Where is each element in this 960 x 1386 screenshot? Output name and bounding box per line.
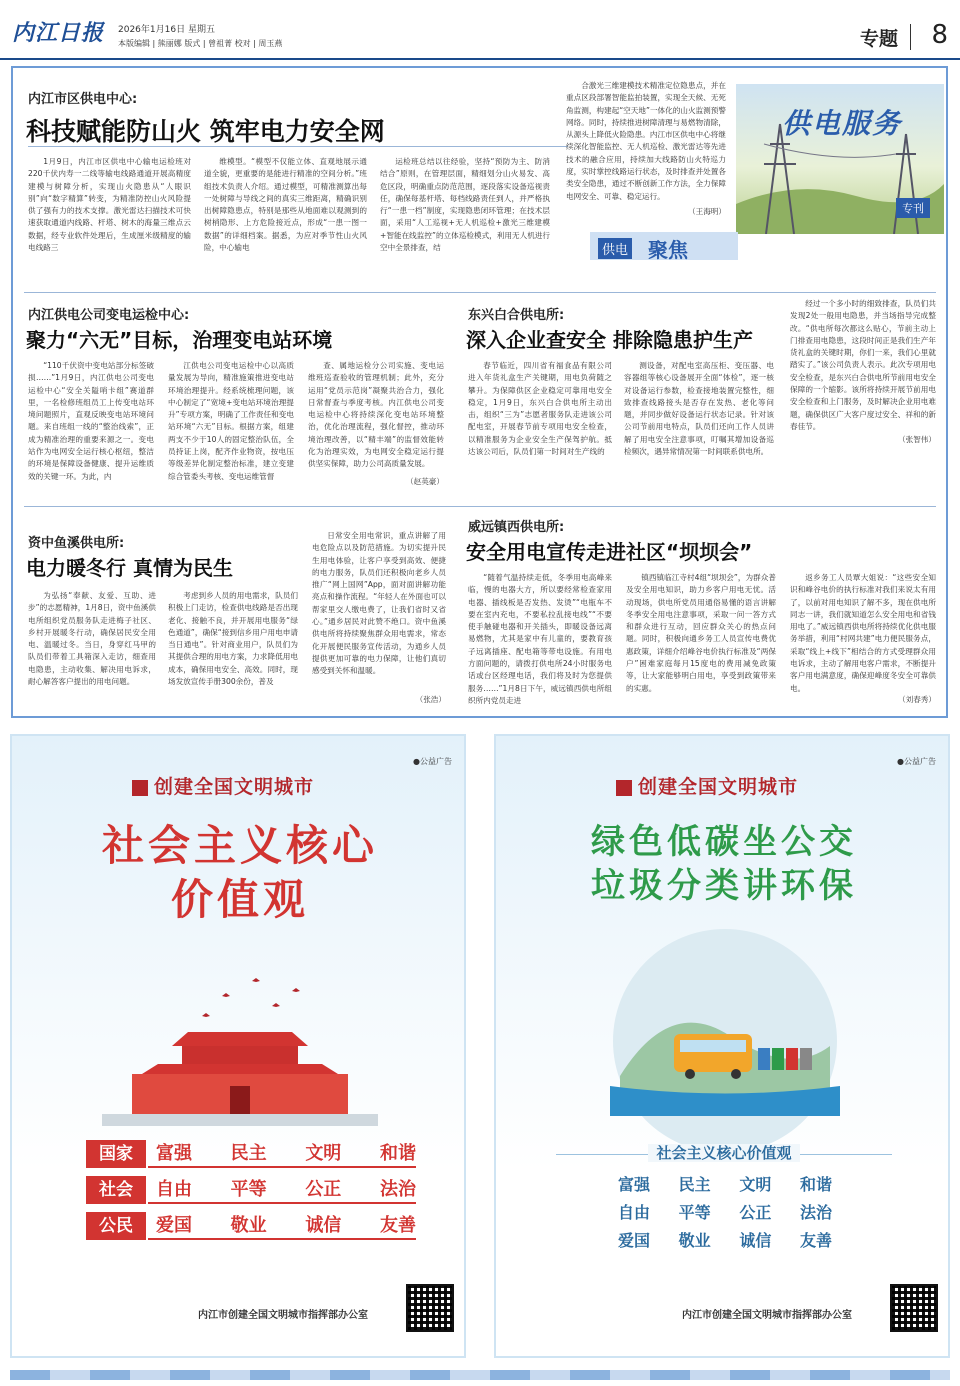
public-ad-core-values	[10, 734, 466, 1358]
focus-label	[590, 232, 738, 260]
article4-byline: （张浩）	[415, 695, 446, 704]
value-word: 和谐	[379, 1143, 416, 1164]
value-word: 诚信	[305, 1215, 342, 1236]
article1-headline: 科技赋能防山火 筑牢电力安全网	[26, 117, 385, 146]
value-word: 平等	[230, 1179, 267, 1200]
article5-kicker: 威远镇西供电所:	[468, 520, 565, 535]
column-badge	[736, 84, 944, 234]
ad-headline-line1: 绿色低碳坐公交	[591, 822, 857, 862]
article3-kicker: 东兴白合供电所:	[468, 308, 565, 323]
tiananmen-illustration-icon	[102, 966, 378, 1126]
value-word: 法治	[799, 1203, 832, 1222]
article2-kicker: 内江供电公司变电运检中心:	[28, 308, 190, 323]
divider	[28, 146, 568, 147]
value-word: 法治	[379, 1179, 416, 1200]
civic-logo-icon	[616, 780, 632, 796]
article1-col4: 合激光三维建模技术精准定位隐患点，并在重点区段部署智能监拍装置，实现全天候、无死角监测，构建起“空天地”一体化的山火监测预警网络。同时，持续推进树障清理与易燃物清除，从源头上降低火险隐患。内江市区供电中心将继续深化智能监控、无人机巡检、激光雷达等先进技术的融合应用，持续加大线路防山火特巡力度，实时掌控线路运行状态，及时排查并处置各类安全隐患，通过不断创新工作方法，全力保障电网安全、可靠、稳定运行。	[566, 81, 726, 201]
value-word: 敬业	[230, 1215, 267, 1236]
article4-headline: 电力暖冬行 真情为民生	[26, 556, 233, 580]
article3-col2: 测设备，对配电室高压柜、变压器、电容器组等核心设备展开全面“体检”，逐一核对设备运行参数，检查接地装置完整性，细致排查线路接头是否存在发热、老化等问题，并同步做好设备运行状态记录。针对该公司节前用电特点，队员们还向工作人员讲解了用电安全注意事项，叮嘱其增加设备巡检频次，遇异常情况第一时间联系供电所。	[624, 361, 774, 457]
ad-footer: 内江市创建全国文明城市指挥部办公室	[198, 1310, 368, 1321]
values-tag: 社会	[86, 1176, 146, 1204]
divider	[24, 292, 936, 293]
masthead	[0, 0, 960, 60]
focus-label-a: 供电	[598, 238, 632, 259]
article5-col2: 镇西镇临江寺村4组“坝坝会”，为群众普及安全用电知识，助力乡客户用电无忧。活动现场，供电所党员用通俗易懂的语言讲解冬季安全用电注意事项，采取一问一答方式和群众进行互动，回应群众关心的热点问题。同时，积极向通乡务工人员宣传电费优惠政策，详细介绍峰谷电价执行标准及“两保户”困难家庭每月15度电的费用减免政策等，让大家能够明白用电，享受到政策带来的实惠。	[626, 573, 776, 693]
ad-headline-line2: 垃圾分类讲环保	[591, 866, 857, 906]
values-title: 社会主义核心价值观	[496, 1142, 952, 1163]
civic-logo-icon	[132, 780, 148, 796]
values-tag: 国家	[86, 1140, 146, 1168]
value-word: 富强	[156, 1143, 192, 1164]
value-word: 民主	[230, 1143, 267, 1164]
value-word: 公正	[739, 1203, 772, 1222]
values-row-society	[86, 1176, 416, 1204]
article2-col1: “110千伏资中变电站部分标签破损……”1月9日，内江供电公司变电运检中心“安全关隘哨卡组”赛道群里，一名检修班组员工上传变电站环境问题照片，直观反映变电站环境问题。来自班组一线的“整治线索”，正成为精准治理的重要来源之一。变电站作为电网安全运行核心枢纽，整洁的环境是保障设备健康、提升运维质效的关键一环。为此，内	[28, 361, 154, 481]
divider	[148, 1202, 416, 1204]
article1-col1: 1月9日，内江市区供电中心输电运检班对220千伏内寿一二线等输电线路通道开展高精度建模与树障分析，实现山火隐患从“人眼识别”向“数字精算”转变，为精准防控山火风险提供了强有力的技术支撑。激光雷达扫描技术可快速获取通道内线路、杆塔、树木的海量三维点云数据，经专业软件处理后，生成厘米级精度的输电线路三	[28, 157, 191, 253]
dateline: 2026年1月16日 星期五	[118, 25, 215, 35]
value-word: 敬业	[678, 1231, 711, 1250]
article3-col3: 经过一个多小时的细致排查，队员们共发现2处一般用电隐患，并当场指导完成整改。“供电所每次都这么贴心，节前主动上门排查用电隐患，这段时间正是我们生产年货礼盒的关键时期，你们一来，我们心里就踏实了。”该公司负责人表示。此次专项用电安全检查，是东兴白合供电所节前用电安全保障的一个缩影。该所将持续开展节前用电安全检查和上门服务，及时解决企业用电难题，确保供区广大客户度过安全、祥和的新春佳节。	[790, 299, 936, 431]
values-row-citizen	[86, 1212, 416, 1240]
bus-and-bins-illustration-icon	[610, 926, 840, 1156]
page-number: 8	[931, 20, 948, 50]
article2-byline: （赵英豪）	[406, 477, 444, 486]
article2-headline: 聚力“六无”目标，治理变电站环境	[26, 328, 333, 352]
public-ad-green-travel	[494, 734, 950, 1358]
badge-title: 供电服务	[782, 107, 903, 140]
divider	[148, 1238, 416, 1240]
article5-col1: “随着气温持续走低，冬季用电高峰来临，慢的电器大方，所以要经常检查家用电器、插线板是否发热、发烫”“电瓶车不要在室内充电，不要私拉乱接电线”“不要使手触碰电器和开关插头，即暖设备远离易燃物，尤其是家中有儿童的，要教育孩子远离插座、配电箱等带电设施。有用电方面问题的，请拨打供电所24小时服务电话或台区经理电话，我们将及时为您提供服务……”1月8日下午，威远镇西供电所组织所内党员走进	[468, 573, 612, 705]
ad-headline-line1: 社会主义核心	[101, 821, 378, 870]
values-tag: 公民	[86, 1212, 146, 1240]
value-word: 友善	[379, 1215, 416, 1236]
ad-footer: 内江市创建全国文明城市指挥部办公室	[682, 1310, 852, 1321]
value-word: 富强	[618, 1175, 651, 1194]
article3-col1: 春节临近，四川省有福食品有限公司进入年货礼盒生产关键期，用电负荷随之攀升。为保障供区企业稳定可靠用电安全稳定，1月9日，东兴白合供电所主动出击，组织“三为”志愿者服务队走进该公司配电室，开展春节前专项用电安全检查，以精准服务为企业安全生产保驾护航。抵达该公司后，队员们第一时间对生产线的	[468, 361, 612, 457]
ad-note: ●公益广告	[413, 757, 452, 766]
value-word: 文明	[739, 1175, 772, 1194]
ad-brand: 创建全国文明城市	[616, 772, 798, 799]
article5-headline: 安全用电宣传走进社区“坝坝会”	[466, 540, 753, 564]
article4-col3: 日常安全用电常识，重点讲解了用电危险点以及防范措施。为切实提升民生用电体验，让客户享受到高效、便捷的电力服务，队员们还积极向老乡人员推广“网上国网”App，面对面讲解功能亮点和操作流程。“年轻人在外面也可以帮家里交人缴电费了，让我们省时又省心。”通乡居民对此赞不绝口。资中鱼溪供电所将持续聚焦群众用电需求，常态化开展便民服务宣传活动，为通乡人员提供更加可靠的电力保障，让他们真切感受到关怀和温暖。	[312, 531, 446, 676]
value-word: 平等	[678, 1203, 711, 1222]
article3-byline: （张智伟）	[898, 435, 936, 444]
ad-headline-line2: 价值观	[170, 875, 309, 924]
value-word: 公正	[305, 1179, 342, 1200]
value-word: 友善	[799, 1231, 832, 1250]
bottom-decorative-bar	[10, 1370, 950, 1380]
value-word: 民主	[678, 1175, 711, 1194]
newspaper-logo: 内江日报	[12, 20, 105, 46]
article5-col3: 返乡务工人员覃大姐说：“这些安全知识和峰谷电价的执行标准对我们来说太有用了，以前对用电知识了解不多，现在供电所同志一讲，我们就知道怎么安全用电和省钱用电了。”威远镇西供电所将持续优化供电服务举措，利用“村网共建”电力便民服务点，采取“线上+线下”相结合的方式受理群众用电诉求，主动了解用电客户需求，不断提升客户用电满意度，确保迎峰度冬安全可靠供电。	[790, 573, 936, 693]
value-word: 文明	[305, 1143, 342, 1164]
article3-headline: 深入企业查安全 排除隐患护生产	[466, 328, 753, 352]
values-row-nation	[86, 1140, 416, 1168]
badge-tag: 专刊	[896, 198, 930, 218]
editor-line: 本版编辑 | 熊丽娜 版式 | 曾祖菁 校对 | 周玉燕	[118, 39, 283, 48]
value-word: 和谐	[799, 1175, 832, 1194]
article4-kicker: 资中鱼溪供电所:	[28, 536, 125, 551]
value-word: 自由	[618, 1203, 651, 1222]
qr-code-icon	[890, 1284, 938, 1332]
value-word: 诚信	[739, 1231, 772, 1250]
values-grid-row	[618, 1200, 832, 1223]
qr-code-icon	[406, 1284, 454, 1332]
article1-kicker: 内江市区供电中心:	[28, 92, 138, 107]
value-word: 爱国	[618, 1231, 651, 1250]
divider	[148, 1166, 416, 1168]
divider	[24, 506, 936, 507]
article1-col2: 维模型。“模型不仅能立体、直观地展示通道全貌，更重要的是能进行精准的空间分析。”班组技术负责人介绍。通过模型，可精准测算出每一处树障与导线之间的真实三维距离，精确识别出树障隐患点，特别是那些从地面难以观测到的树梢隐形、上方危险接近点，形成“一患一图一数据”的详细档案。据悉，为应对季节性山火风险，中心输电	[204, 157, 367, 253]
article4-col1: 为弘扬“奉献、友爱、互助、进步”的志愿精神，1月8日，资中鱼溪供电所组织党员服务队走进梅子社区、乡村开展暖冬行动，确保居民安全用电、温暖过冬。当日，身穿红马甲的队员们带着工具箱深入走访，细查用电隐患，主动收集、解决用电诉求，耐心解答客户提出的用电问题。	[28, 591, 156, 687]
divider	[910, 24, 911, 50]
article5-byline: （刘春秀）	[898, 695, 936, 704]
values-grid-row	[618, 1228, 832, 1251]
value-word: 自由	[156, 1179, 192, 1200]
article2-col2: 江供电公司变电运检中心以高质量发展为导向，精准施策推进变电站环境治理提升。经系统梳理问题，该中心制定了“宽境+变电站环境治理提升”专项方案，明确了工作责任和变电站环境“六无”目标。根据方案，组建两支不少于10人的固定整治队伍，全员持证上岗，配齐作业物资，按电压等级差异化制定整治标准，建立变建综合管委头考核、变电运维管督	[168, 361, 294, 481]
article1-byline: （王海明）	[688, 207, 726, 216]
ad-brand: 创建全国文明城市	[132, 772, 314, 799]
section-title: 专题	[859, 28, 898, 50]
article1-col3: 运检班总结以往经验，坚持“预防为主、防消结合”原则，在管理层面，精细划分山火易发、高危区段，明确重点防范范围，逐段落实设备巡视责任，确保每基杆塔、每档线路责任到人，并严格执行“一患一档”制度，实现隐患闭环管理；在技术层面，采用“人工巡视+无人机巡检+激光三维建模+智能在线监控”的立体巡检模式，利用无人机进行空中全景排查，结	[380, 157, 550, 253]
values-grid-row	[618, 1172, 832, 1195]
article4-col2: 考虑到乡人员的用电需求，队员们积极上门走访，检查供电线路是否出现老化、接触不良，并开展用电服务“绿色通道”，确保“接到信乡用户用电申请当日通电”。针对商业用户，队员们为其提供合理的用电方案，力求降低用电成本，确保用电安全、高效。同时，现场发放宣传手册300余份，普及	[168, 591, 298, 687]
focus-label-b: 聚焦	[648, 238, 688, 262]
article2-col3: 查、属地运检分公司实施、变电运维班巡查验收的管理机制；此外，充分运用“党员示范岗”凝聚共治合力，强化日常督查与季度考核。内江供电公司变电运检中心将持续深化变电站环境整治，优化治理流程，强化督控，推动环境治理改善，以“精丰端”的监督效能转化为治理实效，为电网安全稳定运行提供坚实保障，助力公司高质量发展。	[308, 361, 444, 469]
value-word: 爱国	[156, 1215, 192, 1236]
ad-note: ●公益广告	[897, 757, 936, 766]
